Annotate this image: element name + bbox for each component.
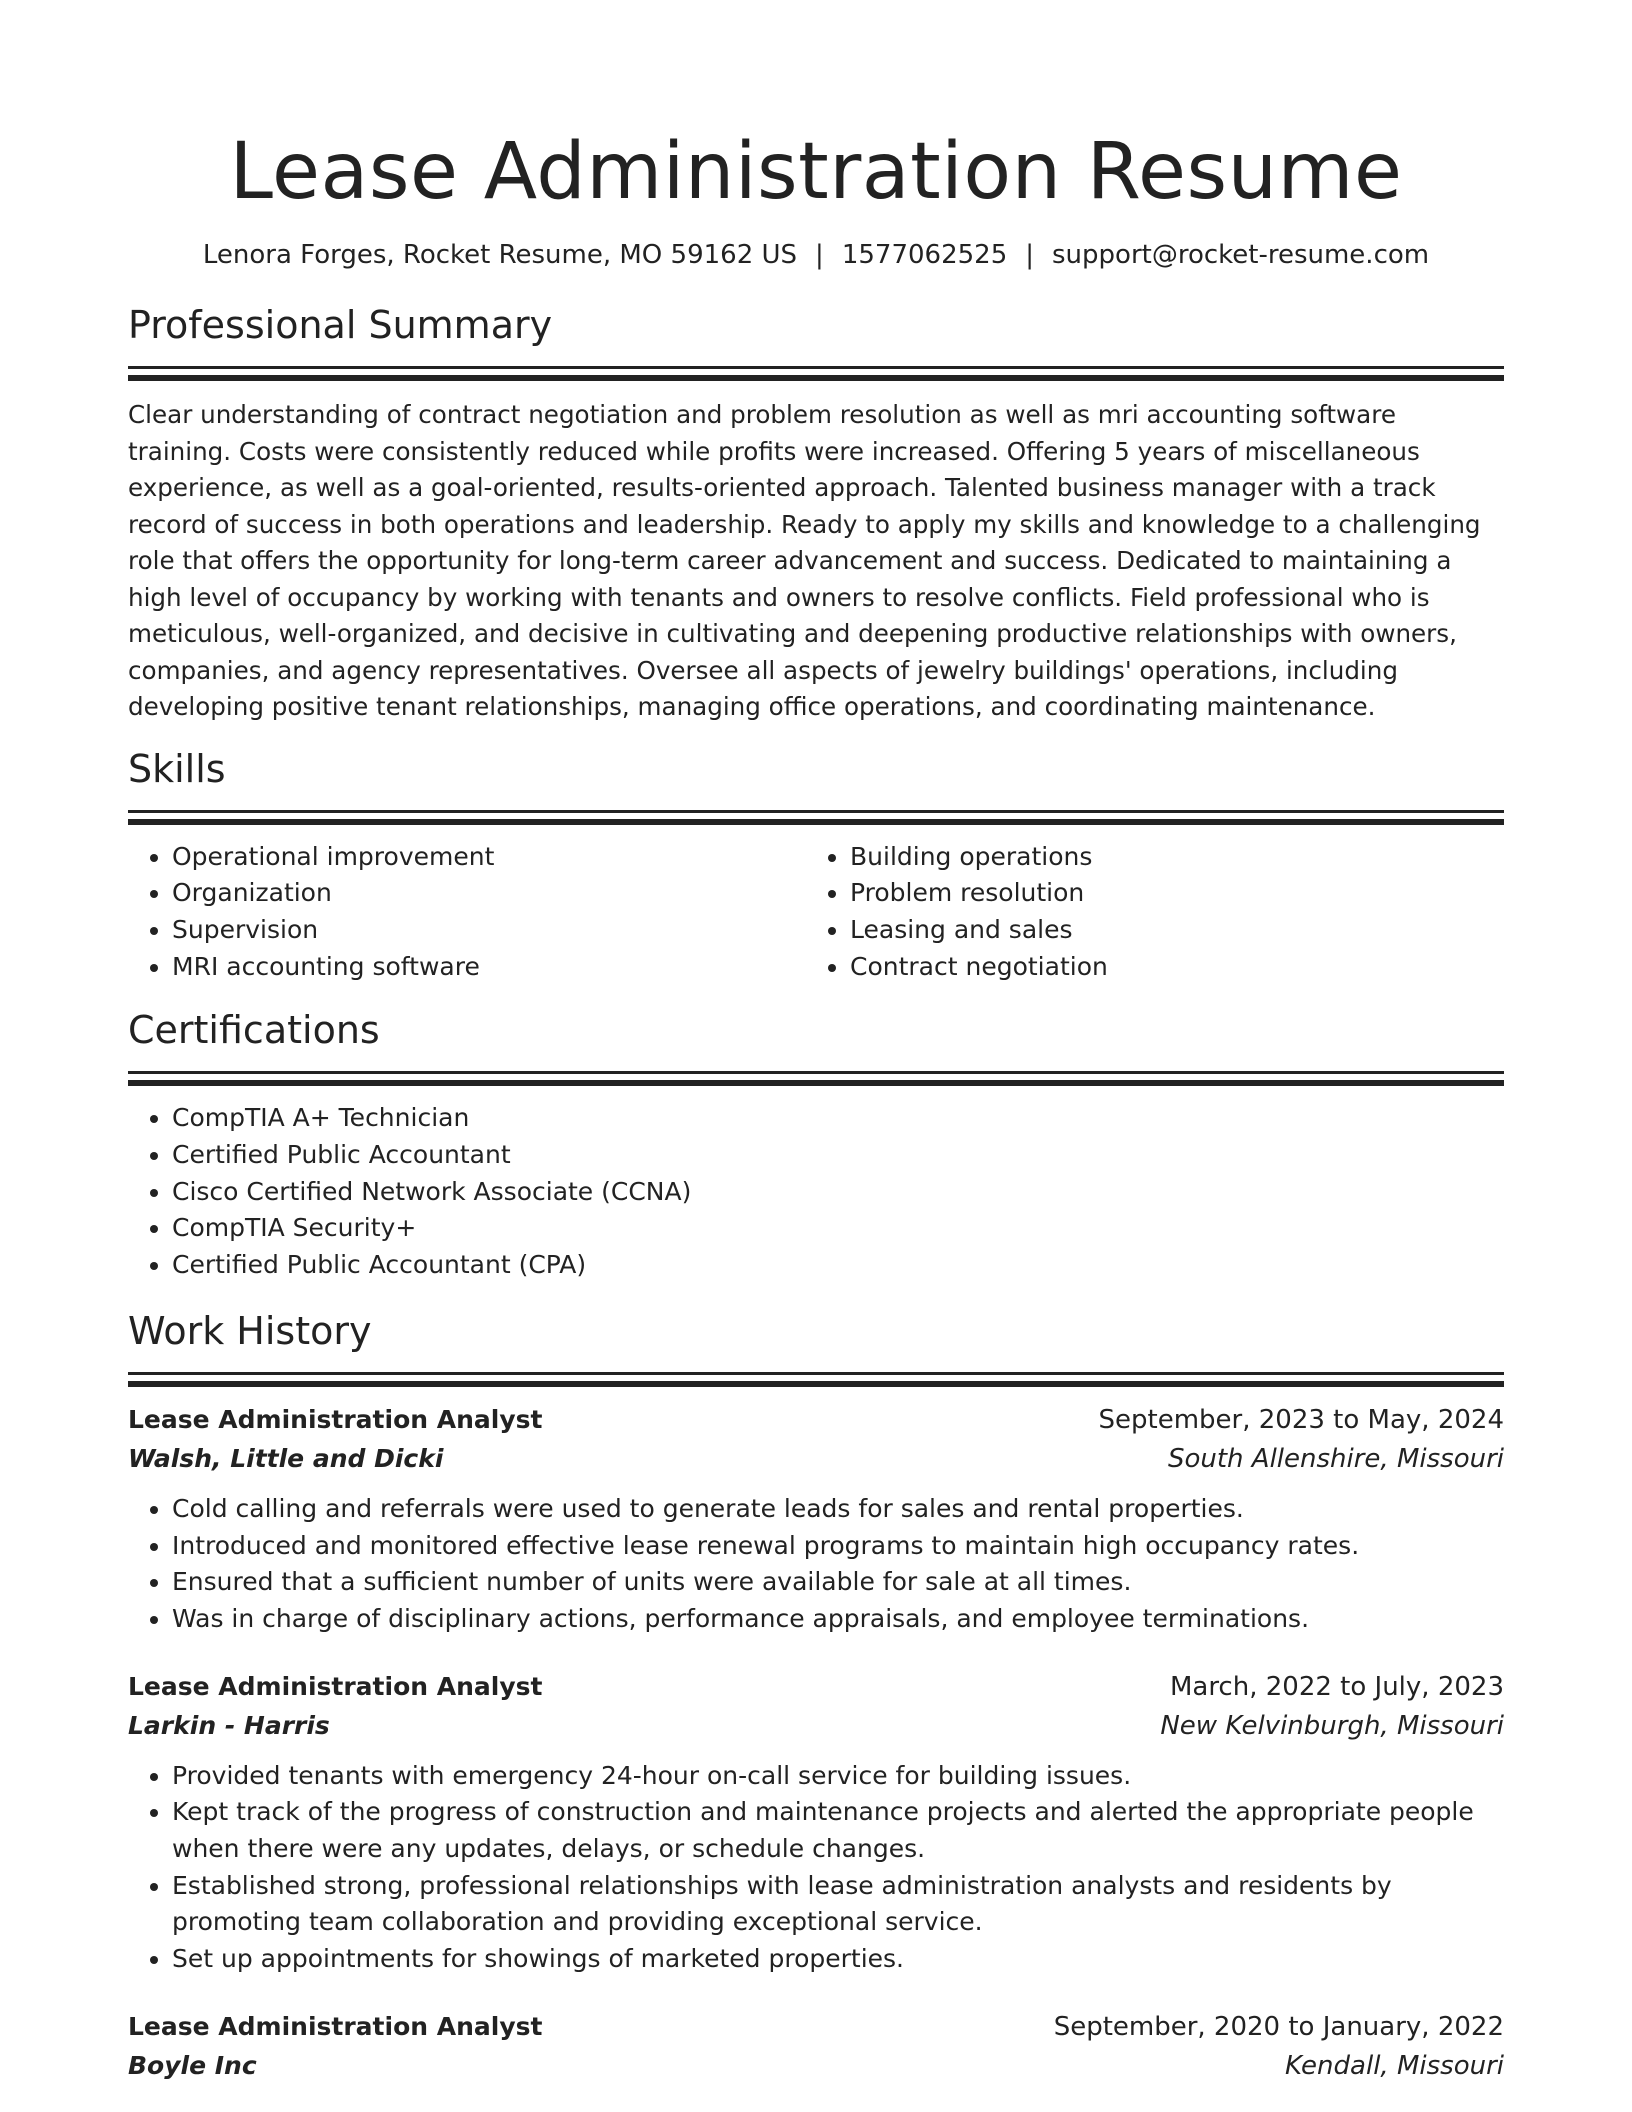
job-company: Walsh, Little and Dicki <box>128 1443 444 1473</box>
section-heading-work-history: Work History <box>128 1308 372 1353</box>
job-entry <box>128 1668 1504 1978</box>
certification-item: • CompTIA A+ Technician <box>172 1100 1504 1137</box>
skill-item: • MRI accounting software <box>172 949 806 986</box>
skills-column-left <box>128 839 806 986</box>
section-heading-certifications: Certifications <box>128 1008 380 1053</box>
job-bullet: • Kept track of the progress of construction and maintenance projects and alerted the appropriate people when there were any updates, delays, or schedule changes. <box>172 1794 1504 1867</box>
section-divider <box>128 810 1504 813</box>
section-divider <box>128 1381 1504 1387</box>
skills-section <box>128 746 1504 986</box>
skill-item: • Leasing and sales <box>850 912 1484 949</box>
contact-line <box>128 238 1504 272</box>
job-entry <box>128 2008 1504 2086</box>
section-divider <box>128 819 1504 825</box>
contact-address: Lenora Forges, Rocket Resume, MO 59162 US <box>202 240 798 270</box>
job-bullet: • Set up appointments for showings of marketed properties. <box>172 1941 1504 1978</box>
contact-email: support@rocket-resume.com <box>1052 240 1430 270</box>
job-location: Kendall, Missouri <box>1284 2050 1504 2081</box>
job-dates: March, 2022 to July, 2023 <box>1169 1671 1504 1702</box>
contact-phone: 1577062525 <box>841 240 1008 270</box>
skills-column-right <box>806 839 1484 986</box>
job-entry <box>128 1401 1504 1638</box>
summary-text: Clear understanding of contract negotiation and problem resolution as well as mri accounting software training. Costs were consistently reduced while profits were increased. Offering 5 years of miscellaneous experience, as well as a goal-oriented, results-oriented approach. Talented business manager with a track record of success in both operations and leadership. Ready to apply my skills and knowledge to a challenging role that offers the opportunity for long-term career advancement and success. Dedicated to maintaining a high level of occupancy by working with tenants and owners to resolve conflicts. Field professional who is meticulous, well-organized, and decisive in cultivating and deepening productive relationships with owners, companies, and agency representatives. Oversee all aspects of jewelry buildings' operations, including developing positive tenant relationships, managing office operations, and coordinating maintenance. <box>128 400 1481 721</box>
job-bullet: • Ensured that a sufficient number of units were available for sale at all times. <box>172 1564 1504 1601</box>
skill-item: • Problem resolution <box>850 875 1484 912</box>
job-bullet: • Provided tenants with emergency 24-hour on-call service for building issues. <box>172 1758 1504 1795</box>
certification-item: • CompTIA Security+ <box>172 1210 1504 1247</box>
section-heading-skills: Skills <box>128 746 226 791</box>
certification-item: • Certified Public Accountant <box>172 1137 1504 1174</box>
job-company: Boyle Inc <box>128 2050 257 2080</box>
section-divider <box>128 375 1504 381</box>
job-title: Lease Administration Analyst <box>128 1671 543 1701</box>
section-divider <box>128 1071 1504 1074</box>
section-divider <box>128 1080 1504 1086</box>
skill-item: • Organization <box>172 875 806 912</box>
job-bullet: • Introduced and monitored effective lease renewal programs to maintain high occupancy rates. <box>172 1528 1504 1565</box>
job-dates: September, 2023 to May, 2024 <box>1098 1404 1504 1435</box>
certifications-section <box>128 1007 1504 1284</box>
skills-list <box>128 839 1504 986</box>
skill-item: • Contract negotiation <box>850 949 1484 986</box>
job-bullet: • Was in charge of disciplinary actions, performance appraisals, and employee terminations. <box>172 1601 1504 1638</box>
job-dates: September, 2020 to January, 2022 <box>1053 2011 1504 2042</box>
skill-item: • Supervision <box>172 912 806 949</box>
contact-separator: | <box>815 240 824 270</box>
job-company: Larkin - Harris <box>128 1710 330 1740</box>
section-heading-summary: Professional Summary <box>128 303 553 347</box>
resume-page <box>128 0 1504 2086</box>
skill-item: • Operational improvement <box>172 839 806 876</box>
work-history-section <box>128 1308 1504 2086</box>
certifications-list <box>128 1100 1504 1284</box>
job-title: Lease Administration Analyst <box>128 2011 543 2041</box>
job-location: South Allenshire, Missouri <box>1167 1443 1504 1474</box>
summary-section <box>128 302 1504 726</box>
section-divider <box>128 366 1504 369</box>
resume-title: Lease Administration Resume <box>229 127 1403 217</box>
certification-item: • Certified Public Accountant (CPA) <box>172 1247 1504 1284</box>
job-title: Lease Administration Analyst <box>128 1404 543 1434</box>
contact-separator: | <box>1025 240 1034 270</box>
job-bullet: • Cold calling and referrals were used to generate leads for sales and rental properties. <box>172 1491 1504 1528</box>
certification-item: • Cisco Certified Network Associate (CCNA) <box>172 1174 1504 1211</box>
skill-item: • Building operations <box>850 839 1484 876</box>
job-bullet: • Established strong, professional relationships with lease administration analysts and residents by promoting team collaboration and providing exceptional service. <box>172 1868 1504 1941</box>
section-divider <box>128 1372 1504 1375</box>
job-location: New Kelvinburgh, Missouri <box>1160 1710 1504 1741</box>
